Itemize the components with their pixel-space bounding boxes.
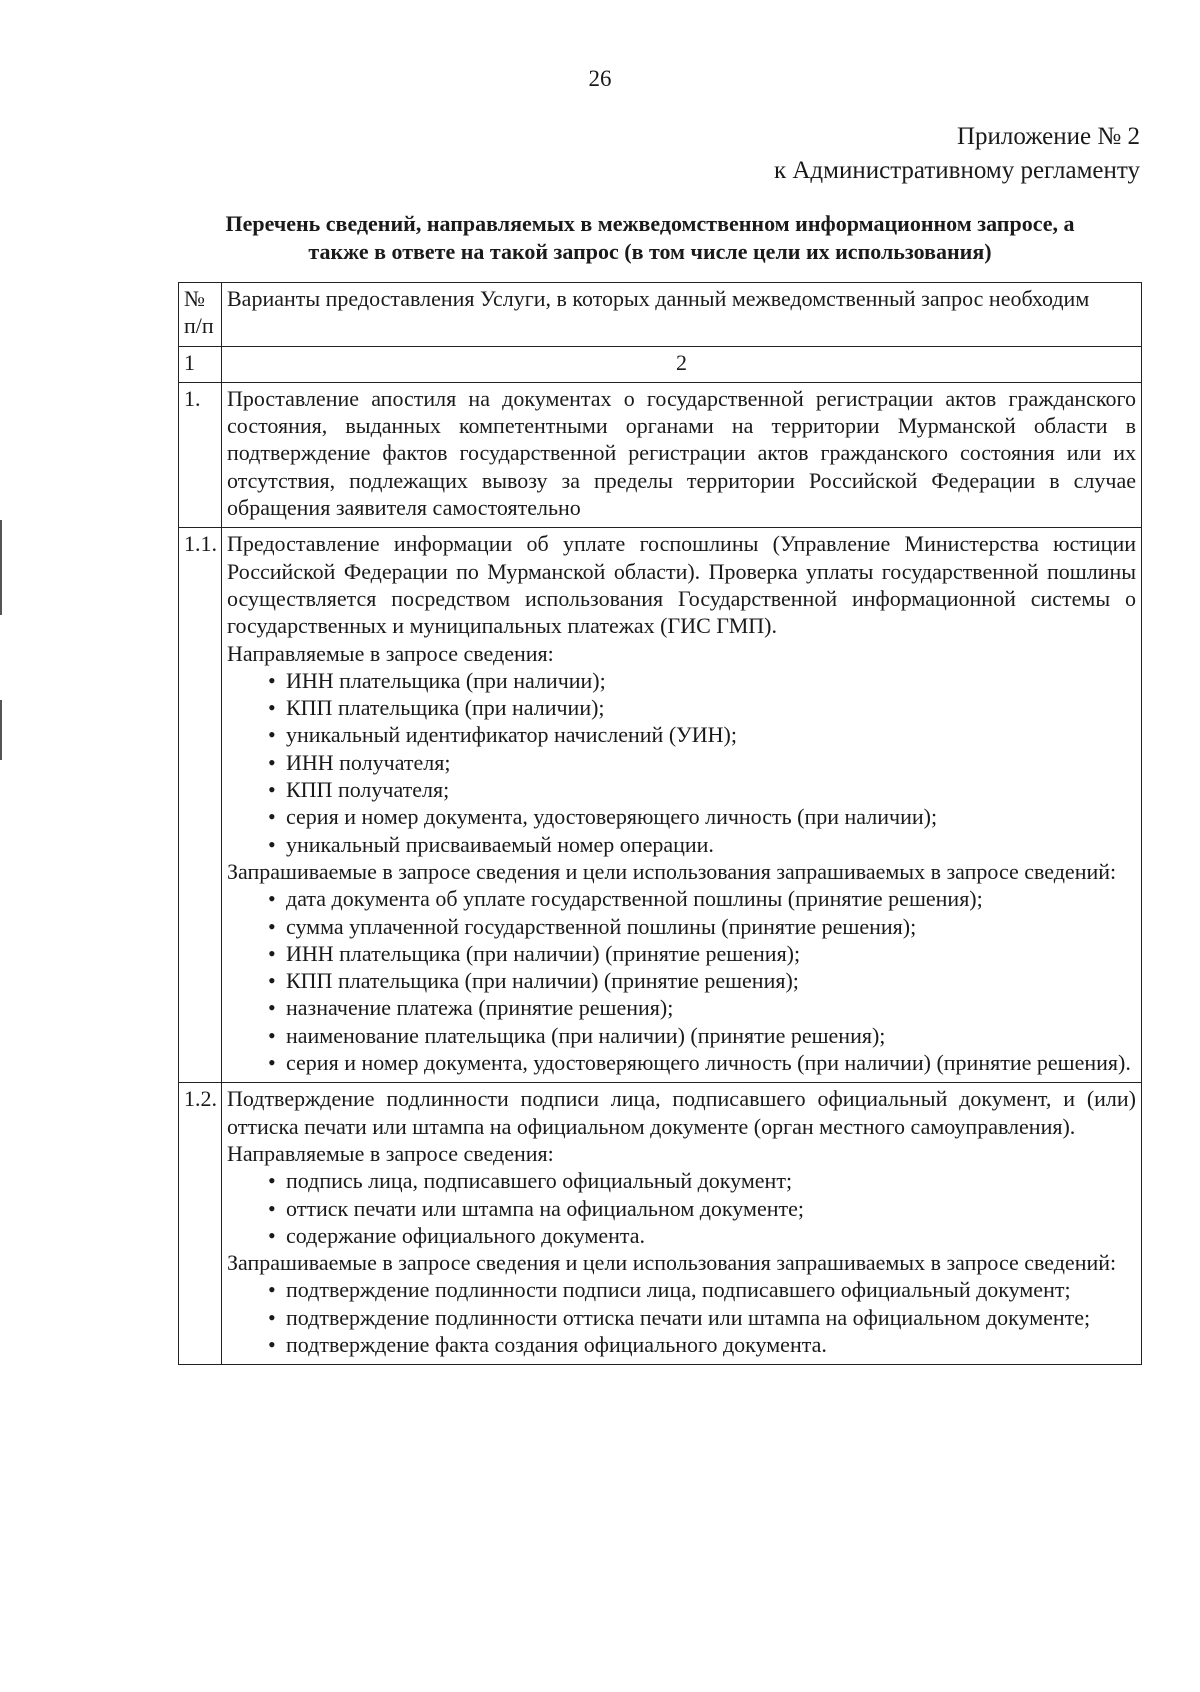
appendix-line-1: Приложение № 2 [956,123,1140,150]
row-number: 1.1. [179,528,222,1083]
bullet-list [227,1276,1136,1358]
list-item: • оттиск печати или штампа на официальном документе; [268,1195,1136,1222]
row-content [222,1083,1142,1365]
list-item: • подтверждение факта создания официального документа. [268,1331,1136,1358]
list-item: • КПП плательщика (при наличии) (принятие решения); [268,967,1136,994]
bullet-list [227,885,1136,1076]
list-item: • ИНН получателя; [268,749,1136,776]
row-paragraph: Подтверждение подлинности подписи лица, подписавшего официальный документ, и (или) оттиска печати или штампа на официальном документе (орган местного самоуправления). [227,1086,1136,1139]
header-variants-cell: Варианты предоставления Услуги, в которых данный межведомственный запрос необходим [222,283,1142,347]
list-item: • подпись лица, подписавшего официальный документ; [268,1167,1136,1194]
list-item: • ИНН плательщика (при наличии) (принятие решения); [268,940,1136,967]
list-item: • наименование плательщика (при наличии) (принятие решения); [268,1022,1136,1049]
row-content [222,528,1142,1083]
list-item: • сумма уплаченной государственной пошлины (принятие решения); [268,913,1136,940]
row-paragraph: Предоставление информации об уплате госпошлины (Управление Министерства юстиции Российской Федерации по Мурманской области). Проверка уплаты государственной пошлины осуществляется посредством использования Государственной информационной системы о государственных и муниципальных платежах (ГИС ГМП). [227,531,1136,639]
list-item: • уникальный идентификатор начислений (УИН); [268,721,1136,748]
table-row [179,528,1142,1083]
list-item: • уникальный присваиваемый номер операции. [268,831,1136,858]
document-title [150,210,1150,266]
column-number-1: 1 [179,346,222,382]
list-item: • подтверждение подлинности подписи лица, подписавшего официальный документ; [268,1276,1136,1303]
list-item: • подтверждение подлинности оттиска печати или штампа на официальном документе; [268,1304,1136,1331]
row-content [222,382,1142,527]
list-item: • содержание официального документа. [268,1222,1136,1249]
row-number: 1. [179,382,222,527]
column-numbering-row [179,346,1142,382]
requests-table [178,282,1142,1365]
scan-edge-mark [0,520,2,615]
row-paragraph: Направляемые в запросе сведения: [227,1140,554,1166]
document-title-line-1: Перечень сведений, направляемых в межведомственном информационном запросе, а [225,211,1075,236]
list-item: • дата документа об уплате государственной пошлины (принятие решения); [268,885,1136,912]
table-header-row [179,283,1142,347]
requests-table-body [179,283,1142,1365]
list-item: • серия и номер документа, удостоверяющего личность (при наличии) (принятие решения). [268,1049,1136,1076]
bullet-list [227,1167,1136,1249]
row-paragraph: Запрашиваемые в запросе сведения и цели использования запрашиваемых в запросе сведений: [227,858,1117,884]
appendix-line-2: к Административному регламенту [773,157,1140,184]
column-number-2: 2 [222,346,1142,382]
row-paragraph: Направляемые в запросе сведения: [227,640,554,666]
table-row [179,1083,1142,1365]
scan-edge-mark [0,700,2,760]
document-title-line-2: также в ответе на такой запрос (в том числе цели их использования) [308,239,992,264]
row-number: 1.2. [179,1083,222,1365]
table-row [179,382,1142,527]
list-item: • назначение платежа (принятие решения); [268,994,1136,1021]
bullet-list [227,667,1136,858]
list-item: • КПП получателя; [268,776,1136,803]
list-item: • серия и номер документа, удостоверяющего личность (при наличии); [268,803,1136,830]
header-number-cell: № п/п [179,283,222,347]
appendix-heading [774,120,1140,188]
list-item: • КПП плательщика (при наличии); [268,694,1136,721]
row-paragraph: Проставление апостиля на документах о государственной регистрации актов гражданского состояния, выданных компетентными органами на территории Мурманской области в подтверждение фактов государственной регистрации актов гражданского состояния или их отсутствия, подлежащих вывозу за пределы территории Российской Федерации в случае обращения заявителя самостоятельно [227,385,1136,521]
row-paragraph: Запрашиваемые в запросе сведения и цели использования запрашиваемых в запросе сведений: [227,1250,1117,1276]
page-number: 26 [588,66,612,91]
list-item: • ИНН плательщика (при наличии); [268,667,1136,694]
